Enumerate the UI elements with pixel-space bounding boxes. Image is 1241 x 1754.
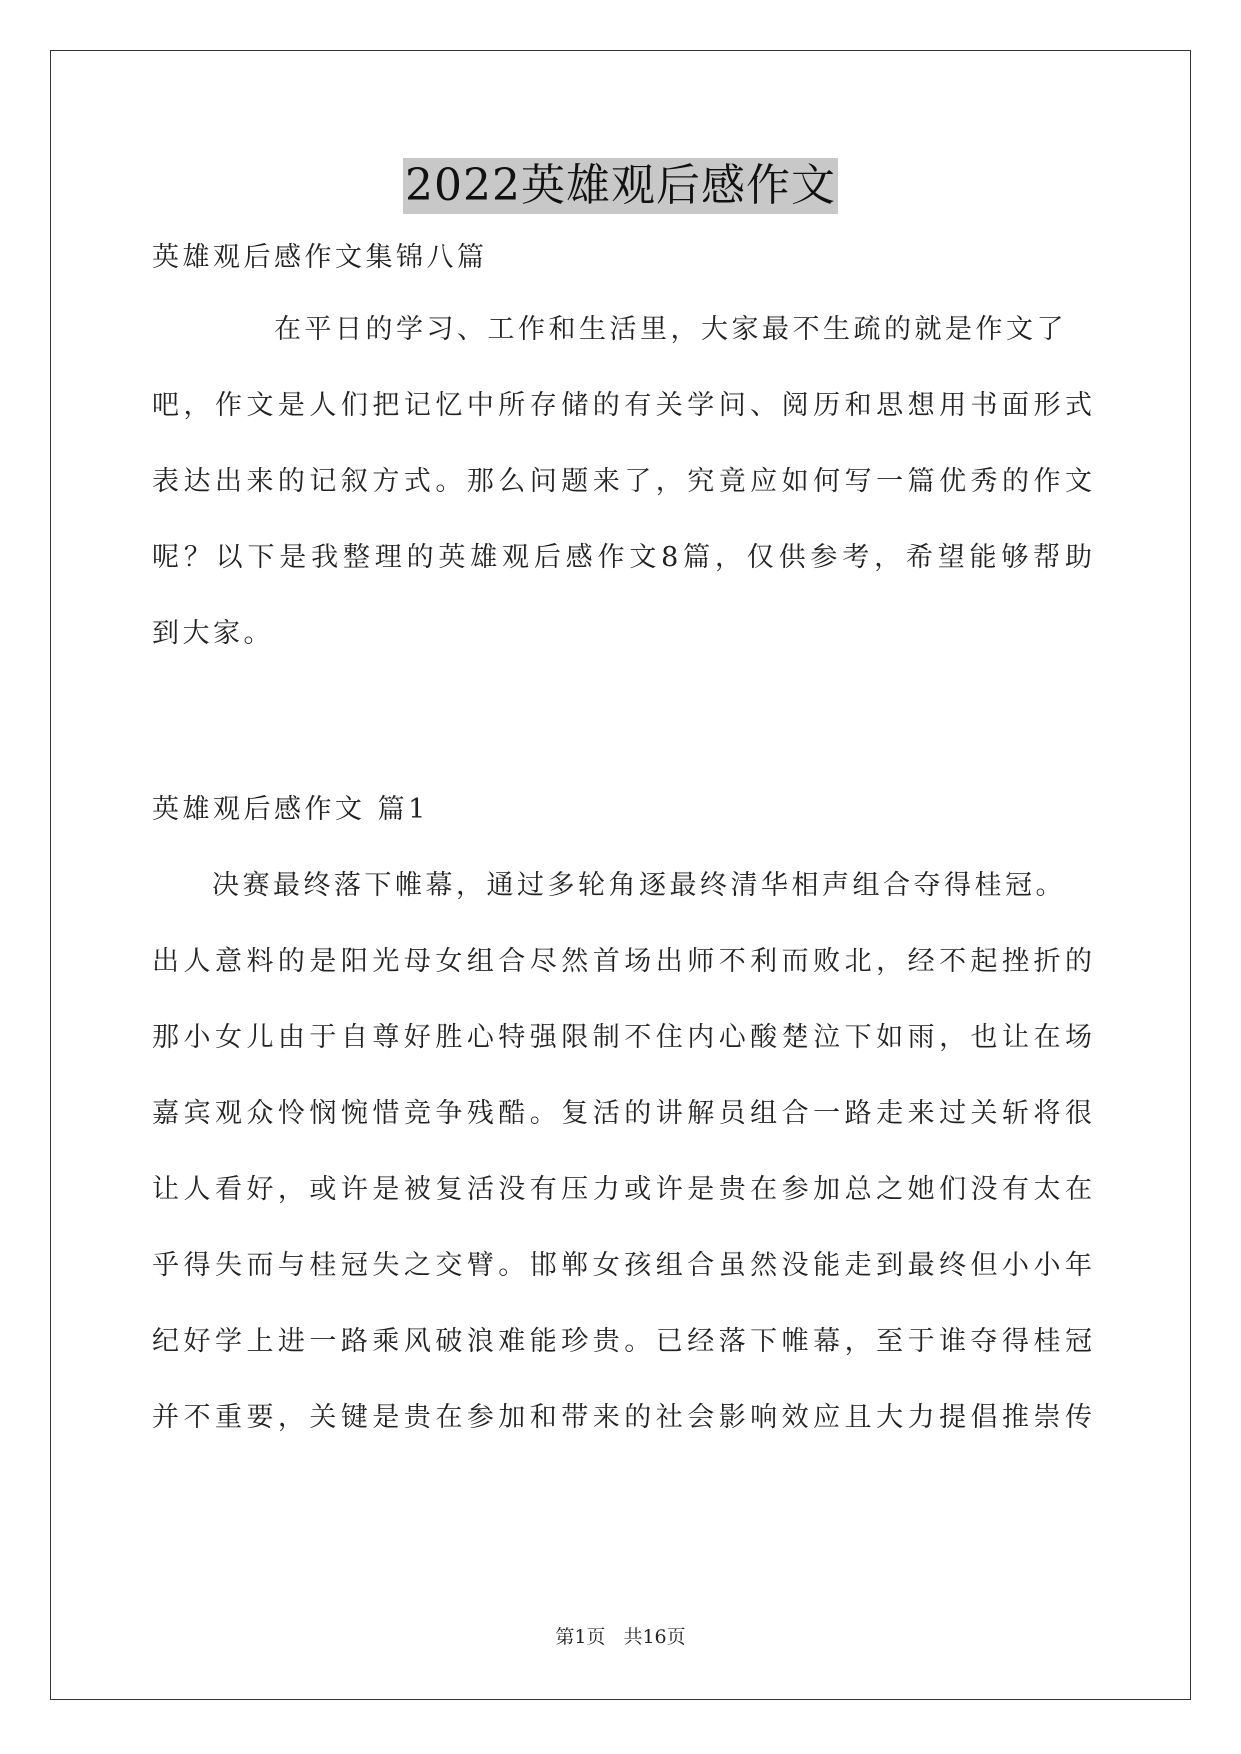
body-line: 让人看好，或许是被复活没有压力或许是贵在参加总之她们没有太在 bbox=[152, 1174, 1092, 1205]
intro-line: 呢？以下是我整理的英雄观后感作文8篇，仅供参考，希望能够帮助 bbox=[152, 542, 1092, 573]
document-title: 2022英雄观后感作文 bbox=[403, 158, 838, 214]
body-line: 嘉宾观众怜悯惋惜竞争残酷。复活的讲解员组合一路走来过关斩将很 bbox=[152, 1098, 1092, 1129]
section-heading: 英雄观后感作文 篇1 bbox=[152, 794, 429, 825]
page-total: 共16页 bbox=[623, 1626, 686, 1648]
intro-line: 表达出来的记叙方式。那么问题来了，究竟应如何写一篇优秀的作文 bbox=[152, 466, 1092, 497]
document-subtitle: 英雄观后感作文集锦八篇 bbox=[152, 242, 488, 273]
intro-line: 吧，作文是人们把记忆中所存储的有关学问、阅历和思想用书面形式 bbox=[152, 390, 1092, 421]
body-line: 纪好学上进一路乘风破浪难能珍贵。已经落下帷幕，至于谁夺得桂冠 bbox=[152, 1326, 1092, 1357]
intro-line: 到大家。 bbox=[152, 618, 274, 649]
title-container bbox=[0, 158, 1241, 214]
body-line: 决赛最终落下帷幕，通过多轮角逐最终清华相声组合夺得桂冠。 bbox=[212, 870, 1066, 901]
intro-line: 在平日的学习、工作和生活里，大家最不生疏的就是作文了 bbox=[274, 314, 1067, 345]
page-footer bbox=[0, 1622, 1241, 1649]
body-line: 乎得失而与桂冠失之交臂。邯郸女孩组合虽然没能走到最终但小小年 bbox=[152, 1250, 1092, 1281]
body-line: 并不重要，关键是贵在参加和带来的社会影响效应且大力提倡推崇传 bbox=[152, 1402, 1092, 1433]
body-line: 出人意料的是阳光母女组合尽然首场出师不利而败北，经不起挫折的 bbox=[152, 946, 1092, 977]
body-line: 那小女儿由于自尊好胜心特强限制不住内心酸楚泣下如雨，也让在场 bbox=[152, 1022, 1092, 1053]
page-number: 第1页 bbox=[555, 1626, 606, 1648]
